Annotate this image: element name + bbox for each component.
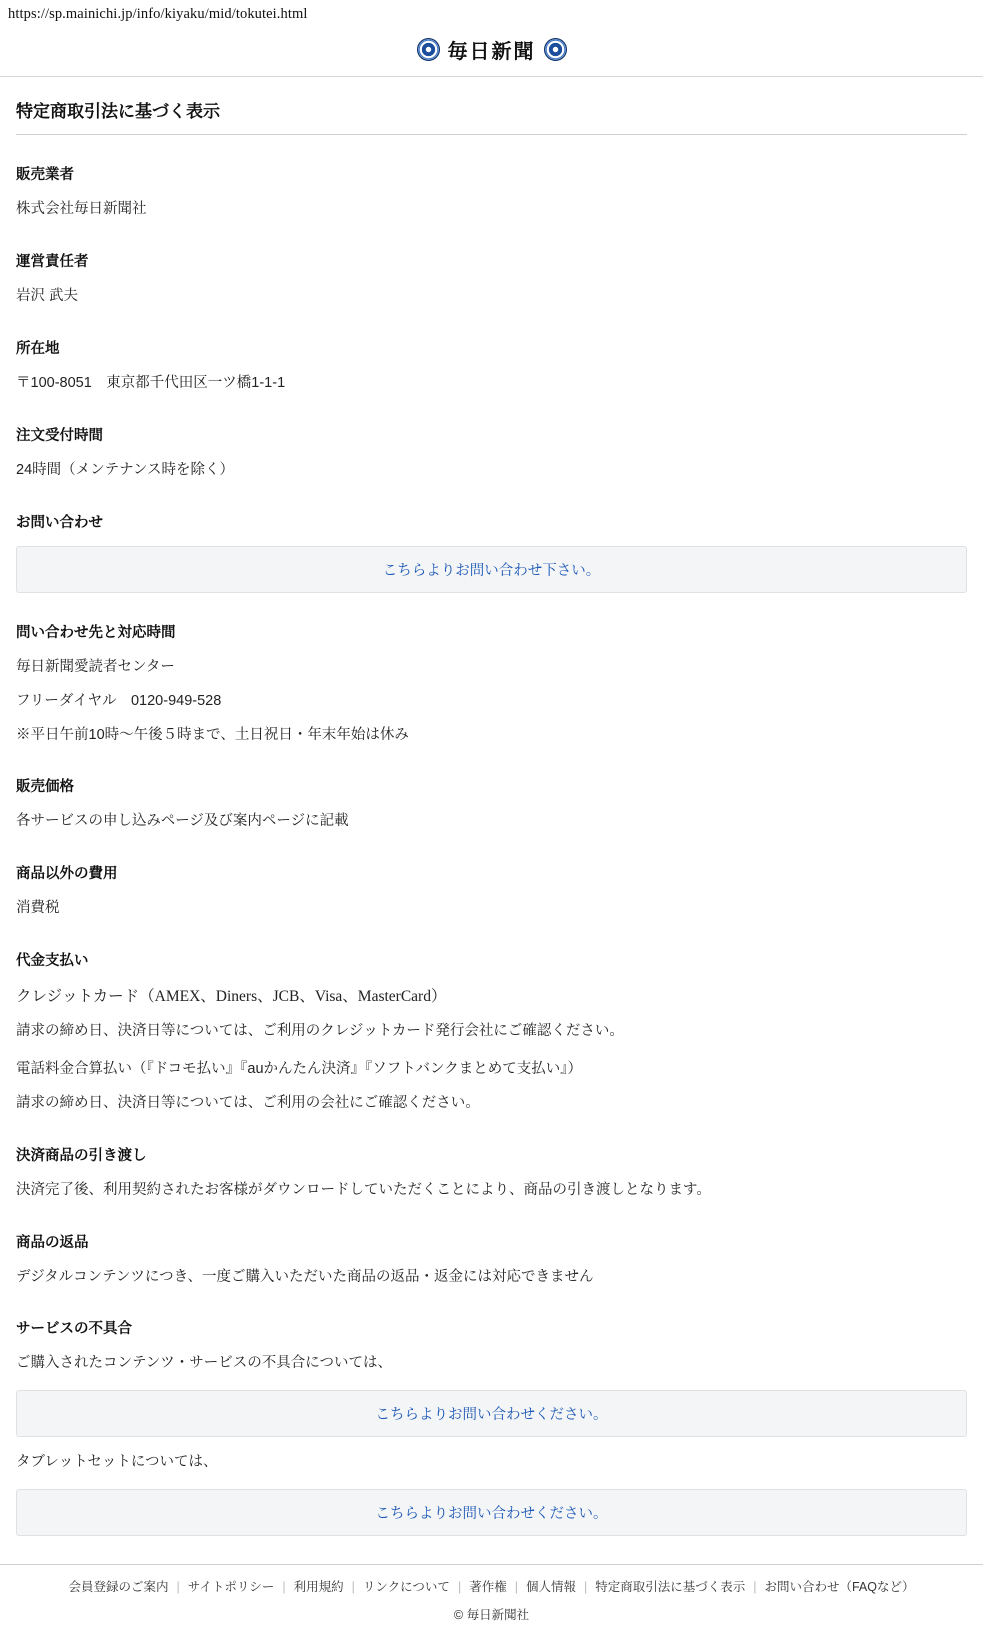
- contact-button-main[interactable]: こちらよりお問い合わせ下さい。: [16, 546, 967, 593]
- section-heading-price: 販売価格: [16, 779, 74, 796]
- footer-copyright: © 毎日新聞社: [453, 1608, 530, 1623]
- footer-divider: |: [514, 1580, 518, 1595]
- section-heading-contact-hours: 問い合わせ先と対応時間: [16, 624, 176, 641]
- footer-divider: |: [583, 1580, 588, 1595]
- footer-divider: |: [176, 1580, 180, 1595]
- footer-link-list: [0, 1577, 983, 1597]
- payment-credit-note: 請求の締め日、決済日等については、ご利用のクレジットカード発行会社にご確認ください。: [16, 1022, 624, 1039]
- footer-divider: |: [351, 1580, 355, 1595]
- section-heading-returns: 商品の返品: [16, 1234, 89, 1251]
- contact-hours-note: ※平日午前10時〜午後５時まで、土日祝日・年末年始は休み: [16, 726, 409, 743]
- section-heading-delivery: 決済商品の引き渡し: [16, 1147, 147, 1164]
- section-heading-contact: お問い合わせ: [16, 514, 103, 531]
- site-masthead: [0, 27, 983, 77]
- contact-center-name: 毎日新聞愛読者センター: [16, 658, 175, 675]
- section-heading-payment: 代金支払い: [16, 953, 89, 970]
- footer-link-about-links[interactable]: リンクについて: [362, 1580, 450, 1595]
- section-heading-other-fees: 商品以外の費用: [16, 866, 118, 883]
- service-issues-lead-content: ご購入されたコンテンツ・サービスの不具合については、: [16, 1355, 392, 1372]
- masthead-logo[interactable]: [417, 35, 567, 64]
- service-issues-lead-tablet: タブレットセットについては、: [16, 1454, 218, 1471]
- footer-link-tokutei[interactable]: 特定商取引法に基づく表示: [595, 1580, 746, 1595]
- site-footer: [0, 1564, 983, 1633]
- footer-link-membership[interactable]: 会員登録のご案内: [68, 1580, 169, 1595]
- contact-button-tablet-set[interactable]: こちらよりお問い合わせください。: [16, 1489, 967, 1536]
- section-heading-order-hours: 注文受付時間: [16, 427, 103, 444]
- mainichi-eye-icon-right: [544, 38, 567, 61]
- footer-link-site-policy[interactable]: サイトポリシー: [187, 1580, 275, 1595]
- payment-carrier-note: 請求の締め日、決済日等については、ご利用の会社にご確認ください。: [16, 1094, 480, 1111]
- section-body-returns: デジタルコンテンツにつき、一度ご購入いただいた商品の返品・返金には対応できません: [16, 1268, 594, 1285]
- section-body-address: 〒100-8051 東京都千代田区一ツ橋1-1-1: [16, 374, 286, 391]
- contact-button-service-issues[interactable]: こちらよりお問い合わせください。: [16, 1390, 967, 1437]
- section-body-price: 各サービスの申し込みページ及び案内ページに記載: [16, 813, 349, 830]
- footer-divider: |: [282, 1580, 286, 1595]
- section-body-order-hours: 24時間（メンテナンス時を除く）: [16, 461, 234, 478]
- footer-link-privacy[interactable]: 個人情報: [525, 1580, 576, 1595]
- footer-divider: |: [753, 1580, 757, 1595]
- payment-carrier-billing: 電話料金合算払い（『ドコモ払い』『auかんたん決済』『ソフトバンクまとめて支払い』）: [16, 1060, 582, 1077]
- browser-url-bar[interactable]: https://sp.mainichi.jp/info/kiyaku/mid/tokutei.html: [8, 6, 308, 22]
- page-title: 特定商取引法に基づく表示: [16, 97, 967, 135]
- footer-link-copyright-policy[interactable]: 著作権: [469, 1580, 507, 1595]
- section-body-manager: 岩沢 武夫: [16, 287, 79, 304]
- section-body-delivery: 決済完了後、利用契約されたお客様がダウンロードしていただくことにより、商品の引き渡しとなります。: [16, 1181, 711, 1198]
- masthead-logo-text: 毎日新聞: [447, 41, 536, 63]
- section-heading-seller: 販売業者: [16, 167, 74, 183]
- section-heading-manager: 運営責任者: [16, 253, 89, 270]
- contact-freedial: フリーダイヤル 0120-949-528: [16, 692, 222, 709]
- section-body-seller: 株式会社毎日新聞社: [16, 201, 147, 217]
- mainichi-eye-icon-left: [417, 38, 440, 61]
- footer-link-terms[interactable]: 利用規約: [293, 1580, 344, 1595]
- footer-link-faq[interactable]: お問い合わせ（FAQなど）: [764, 1580, 915, 1595]
- section-heading-service-issues: サービスの不具合: [16, 1321, 132, 1338]
- section-body-other-fees: 消費税: [16, 900, 60, 917]
- footer-divider: |: [457, 1580, 462, 1595]
- payment-credit-cards: クレジットカード（AMEX、Diners、JCB、Visa、MasterCard）: [16, 988, 447, 1006]
- main-content: [0, 97, 983, 1536]
- section-heading-address: 所在地: [16, 340, 60, 357]
